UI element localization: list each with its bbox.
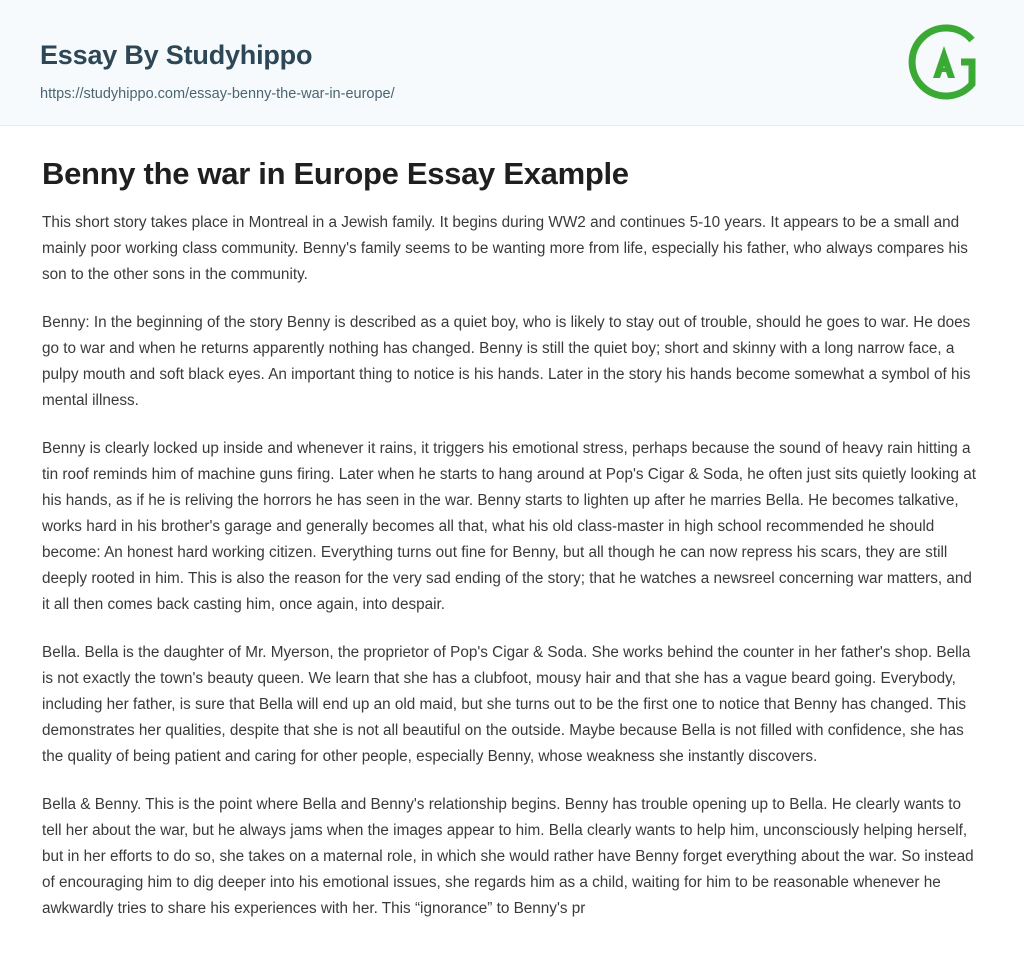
site-header	[0, 0, 1024, 126]
studyhippo-a-logo-icon	[902, 20, 986, 104]
paragraph: Bella. Bella is the daughter of Mr. Myerson, the proprietor of Pop's Cigar & Soda. She works behind the counter in her father's shop. Bella is not exactly the town's beauty queen. We learn that she has a clubfoot, mousy hair and that she has a vague beard going. Everybody, including her father, is sure that Bella will end up an old maid, but she turns out to be the first one to notice that Benny has changed. This demonstrates her qualities, despite that she is not all beautiful on the outside. Maybe because Bella is not filled with confidence, she has the quality of being patient and caring for other people, especially Benny, whose weakness she instantly discovers.	[42, 644, 971, 765]
paragraph: Benny: In the beginning of the story Benny is described as a quiet boy, who is likely to stay out of trouble, should he goes to war. He does go to war and when he returns apparently nothing has changed. Benny is still the quiet boy; short and skinny with a long narrow face, a pulpy mouth and soft black eyes. An important thing to notice is his hands. Later in the story his hands become somewhat a symbol of his mental illness.	[42, 314, 971, 409]
source-url-link[interactable]: https://studyhippo.com/essay-benny-the-war-in-europe/	[40, 86, 395, 102]
document-content	[0, 126, 1024, 922]
brand-prefix: Essay By	[40, 40, 166, 70]
paragraph: Bella & Benny. This is the point where Bella and Benny's relationship begins. Benny has trouble opening up to Bella. He clearly wants to tell her about the war, but he always jams when the images appear to him. Bella clearly wants to help him, unconsciously helping herself, but in her efforts to do so, she takes on a maternal role, in which she would rather have Benny forget everything about the war. So instead of encouraging him to dig deeper into his emotional issues, she regards him as a child, waiting for him to be reasonable whenever he awkwardly tries to share his experiences with her. This “ignorance” to Benny's pr	[42, 796, 974, 917]
page-title: Benny the war in Europe Essay Example	[42, 156, 629, 191]
paragraph: This short story takes place in Montreal in a Jewish family. It begins during WW2 and continues 5-10 years. It appears to be a small and mainly poor working class community. Benny's family seems to be wanting more from life, especially his father, who always compares his son to the other sons in the community.	[42, 214, 968, 283]
brand-title	[40, 40, 312, 71]
paragraph: Benny is clearly locked up inside and whenever it rains, it triggers his emotional stress, perhaps because the sound of heavy rain hitting a tin roof reminds him of machine guns firing. Later when he starts to hang around at Pop's Cigar & Soda, he often just sits quietly looking at his hands, as if he is reliving the horrors he has seen in the war. Benny starts to lighten up after he marries Bella. He becomes talkative, works hard in his brother's garage and generally becomes all that, what his old class-master in high school recommended he should become: An honest hard working citizen. Everything turns out fine for Benny, but all though he can now repress his scars, they are still deeply rooted in him. This is also the reason for the very sad ending of the story; that he watches a newsreel concerning war matters, and it all then comes back casting him, once again, into despair.	[42, 440, 976, 613]
brand-name: Studyhippo	[165, 40, 313, 70]
